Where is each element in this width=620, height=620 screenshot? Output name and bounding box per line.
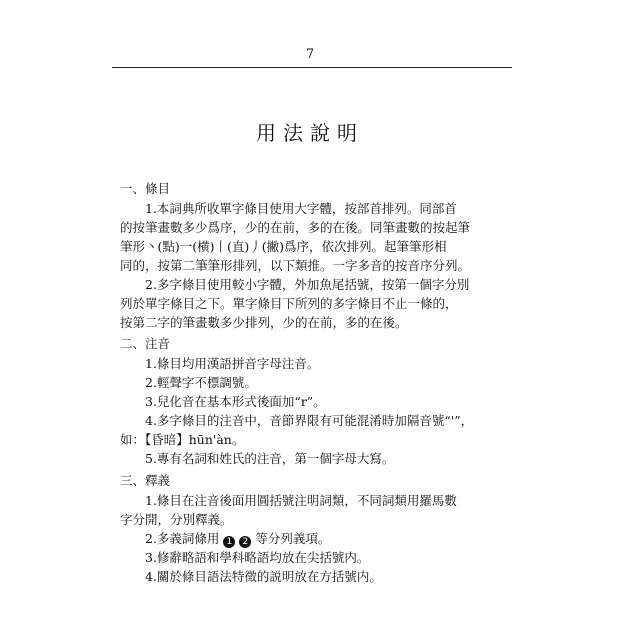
section-heading-entries: 一、條目	[120, 181, 171, 196]
paragraph-line: 4.多字條目的注音中，音節界限有可能混淆時加隔音號“'”，	[145, 413, 474, 428]
page-title: 用法說明	[256, 121, 364, 145]
paragraph-line: 1.條目在注音後面用圓括號注明詞類，不同詞類用羅馬數	[145, 493, 457, 508]
paragraph-line: 1.條目均用漢語拼音字母注音。	[145, 356, 320, 371]
line-text: 2.多義詞條用	[145, 531, 220, 546]
paragraph-line: 如：【昏暗】hūn'àn。	[120, 432, 245, 447]
paragraph-line: 按第二字的筆畫數多少排列，少的在前，多的在後。	[120, 315, 408, 330]
line-text: 等分列義項。	[255, 531, 331, 546]
paragraph-line: 1.本詞典所收單字條目使用大字體，按部首排列。同部首	[145, 201, 457, 216]
paragraph-line: 筆形丶(點)一(横)丨(直)丿(撇)爲序，依次排列。起筆筆形相	[120, 239, 447, 254]
paragraph-line: 3.修辭略語和學科略語均放在尖括號内。	[145, 550, 370, 565]
header-rule	[112, 67, 512, 68]
paragraph-line: 5.專有名詞和姓氏的注音，第一個字母大寫。	[145, 451, 395, 466]
numbered-circle-1-icon: 1	[223, 536, 235, 548]
paragraph-line: 字分開，分別釋義。	[120, 512, 233, 527]
paragraph-line: 同的，按第二筆筆形排列，以下類推。一字多音的按音序分列。	[120, 258, 471, 273]
paragraph-line: 4.關於條目語法特徵的説明放在方括號内。	[145, 569, 382, 584]
paragraph-line: 2.輕聲字不標調號。	[145, 375, 257, 390]
paragraph-line: 列於單字條目之下。單字條目下所列的多字條目不止一條的，	[120, 296, 458, 311]
numbered-circle-2-icon: 2	[239, 536, 251, 548]
paragraph-line: 3.兒化音在基本形式後面加“r”。	[145, 394, 326, 409]
paragraph-line: 的按筆畫數多少爲序，少的在前，多的在後。同筆畫數的按起筆	[120, 220, 471, 235]
section-heading-pronunciation: 二、注音	[120, 336, 171, 351]
page-number: 7	[305, 47, 315, 62]
section-heading-definitions: 三、釋義	[120, 473, 171, 488]
paragraph-line-with-markers	[145, 531, 330, 548]
paragraph-line: 2.多字條目使用較小字體，外加魚尾括號，按第一個字分別	[145, 277, 470, 292]
